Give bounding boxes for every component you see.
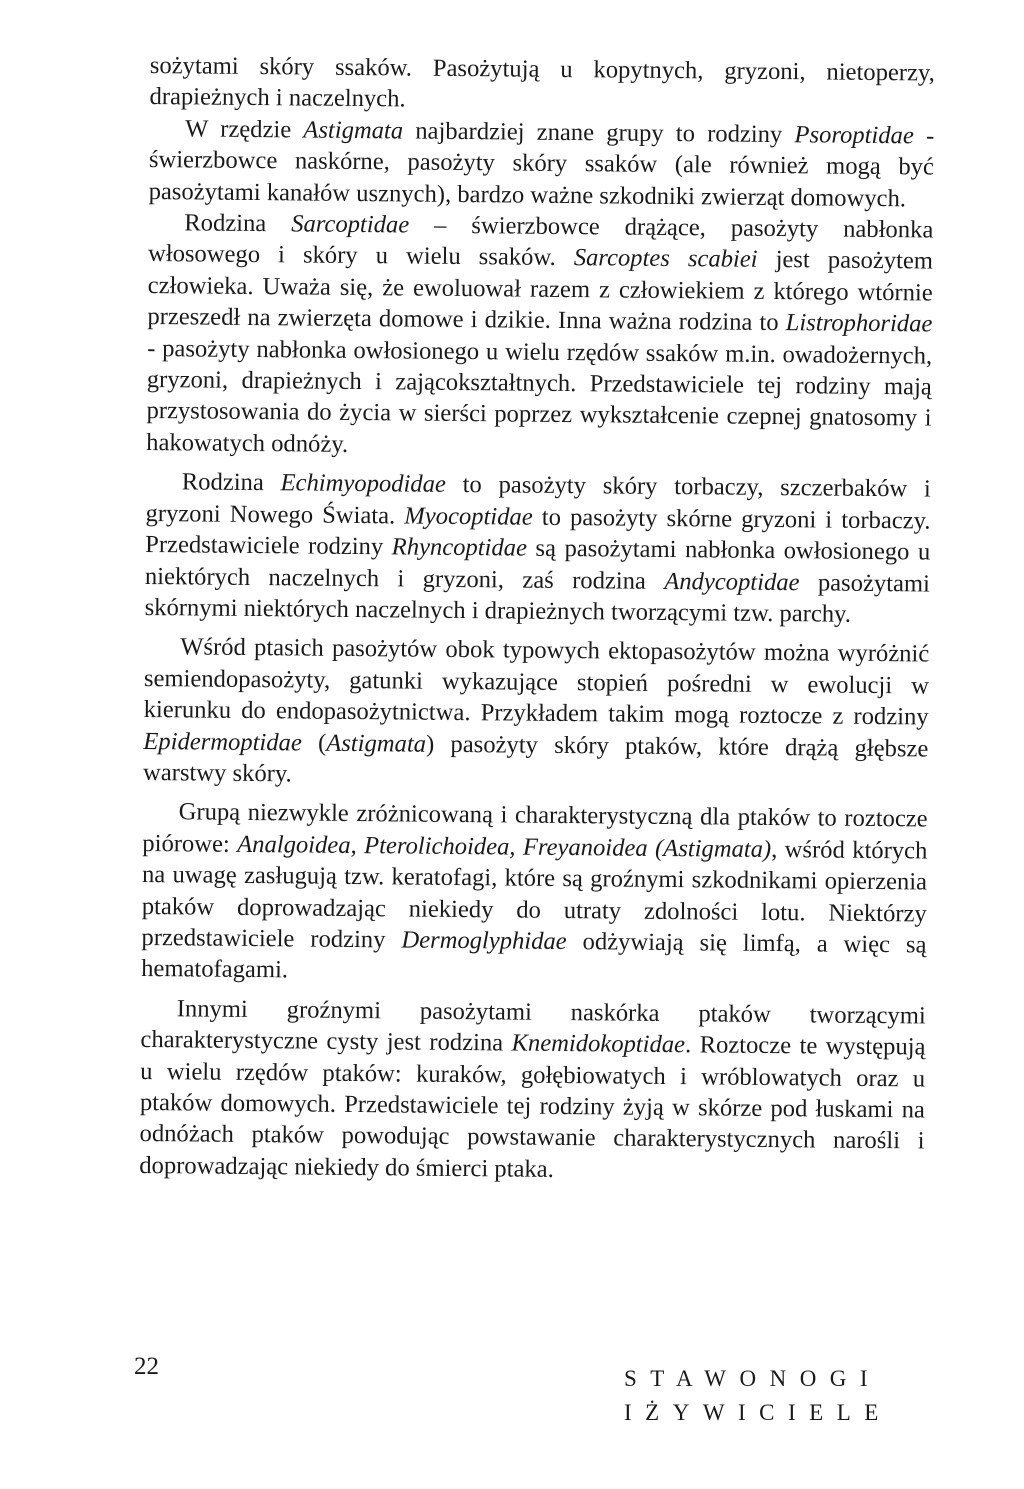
italic-term: Knemidokoptidae — [511, 1029, 686, 1059]
italic-term: Rhyncoptidae — [391, 533, 528, 562]
text-run: . Roztocze te występują u wielu rzędów ptaków: kuraków, gołębiowatych i wróblowatych oraz u ptaków domowych. Przedstawiciele tej rodziny żyją w skórze pod łuskami na odnóżach ptaków powodując powstawanie charakterystycznych narośli i doprowadzając niekiedy do śmierci ptaka. — [139, 1031, 926, 1183]
page-body — [139, 50, 935, 1189]
italic-term: Astigmata — [303, 116, 404, 145]
italic-term: Sarcoptidae — [291, 210, 410, 239]
text-run: pasożytami skórnymi niektórych naczelnych i drapieżnych tworzącymi tzw. parchy. — [144, 568, 931, 628]
running-footer — [624, 1362, 892, 1430]
paragraph — [146, 207, 933, 466]
text-run: to pasożyty skórne gryzoni i torbaczy. Przedstawiciele rodziny — [145, 503, 931, 561]
text-run: Rodzina — [181, 468, 281, 497]
paragraph — [141, 796, 928, 992]
text-run: sożytami skóry ssaków. Pasożytują u kopytnych, gryzoni, nietoperzy, drapieżnych i naczelnych. — [149, 51, 935, 113]
italic-term: Sarcoptes scabiei — [573, 244, 758, 274]
running-footer-line-1: STAWONOGI — [624, 1366, 882, 1391]
paragraph — [139, 993, 926, 1189]
italic-term: Myocoptidae — [404, 502, 533, 531]
paragraph — [144, 466, 930, 631]
text-run: Wśród ptasich pasożytów obok typowych ektopasożytów można wyróżnić semiendopasożyty, gatunki wykazujące stopień pośredni w ewolucji w kierunku do endopasożytnictwa. Przykładem takim mogą roztocze z rodziny — [143, 633, 930, 731]
text-run: są pasożytami nabłonka owłosionego u niektórych naczelnych i gryzoni, zaś rodzina — [144, 534, 931, 595]
text-run: , wśród których na uwagę zasługują tzw. keratofagi, które są groźnymi szkodnikami opierzenia ptaków doprowadzając niekiedy do utraty zdolności lotu. Niektórzy przedstawiciele rodziny — [141, 835, 928, 954]
italic-term: Astigmata — [326, 729, 427, 758]
page-number: 22 — [134, 1353, 159, 1380]
italic-term: Dermoglyphidae — [401, 926, 567, 956]
text-run: najbardziej znane grupy to rodziny — [402, 117, 795, 149]
text-run: – świerzbowce drążące, pasożyty nabłonka włosowego i skóry u wielu ssaków. — [147, 211, 934, 272]
paragraph — [143, 631, 929, 796]
text-run: ) pasożyty skóry ptaków, które drążą głębsze warstwy skóry. — [142, 730, 929, 788]
text-run: to pasożyty skóry torbaczy, szczerbaków i gryzoni Nowego Świata. — [145, 471, 931, 530]
text-run: Rodzina — [184, 209, 292, 238]
text-run: Grupą niezwykle zróżnicowaną i charakterystyczną dla ptaków to roztocze piórowe: — [142, 798, 928, 858]
text-run: Innymi groźnymi pasożytami naskórka ptaków tworzącymi charakterystyczne cysty jest rodzina — [140, 995, 926, 1057]
italic-term: Epidermoptidae — [143, 727, 302, 757]
italic-term: Psoroptidae — [794, 121, 914, 150]
text-run: jest pasożytem człowieka. Uważa się, że ewoluował razem z człowiekiem z którego wtórnie przeszedł na zwierzęta domowe i dzikie. Inna ważna rodzina to — [147, 246, 934, 337]
text-run: - świerzbowce naskórne, pasożyty skóry ssaków (ale również mogą być pasożytami kanałów usznych), bardzo ważne szkodniki zwierząt domowych. — [148, 122, 935, 212]
text-run: - pasożyty nabłonka owłosionego u wielu rzędów ssaków m.in. owadożernych, gryzoni, drapieżnych i zającokształtnych. Przedstawiciele tej rodziny mają przystosowania do życia w sierści poprzez wykształcenie czepnej gnatosomy i hakowatych odnóży. — [146, 334, 933, 458]
running-footer-line-2: IŻYWICIELE — [624, 1400, 892, 1425]
italic-term: Listrophoridae — [785, 309, 933, 338]
italic-term: Echimyopodidae — [280, 469, 447, 499]
text-run: odżywiają się limfą, a więc są hematofagami. — [141, 928, 927, 984]
paragraph — [149, 50, 935, 120]
paragraph — [148, 113, 934, 215]
text-run: W rzędzie — [185, 115, 304, 144]
text-run: ( — [301, 729, 327, 757]
italic-term: Andycoptidae — [664, 567, 800, 596]
italic-term: Analgoidea, Pterolichoidea, Freyanoidea (Astigmata) — [237, 830, 772, 863]
